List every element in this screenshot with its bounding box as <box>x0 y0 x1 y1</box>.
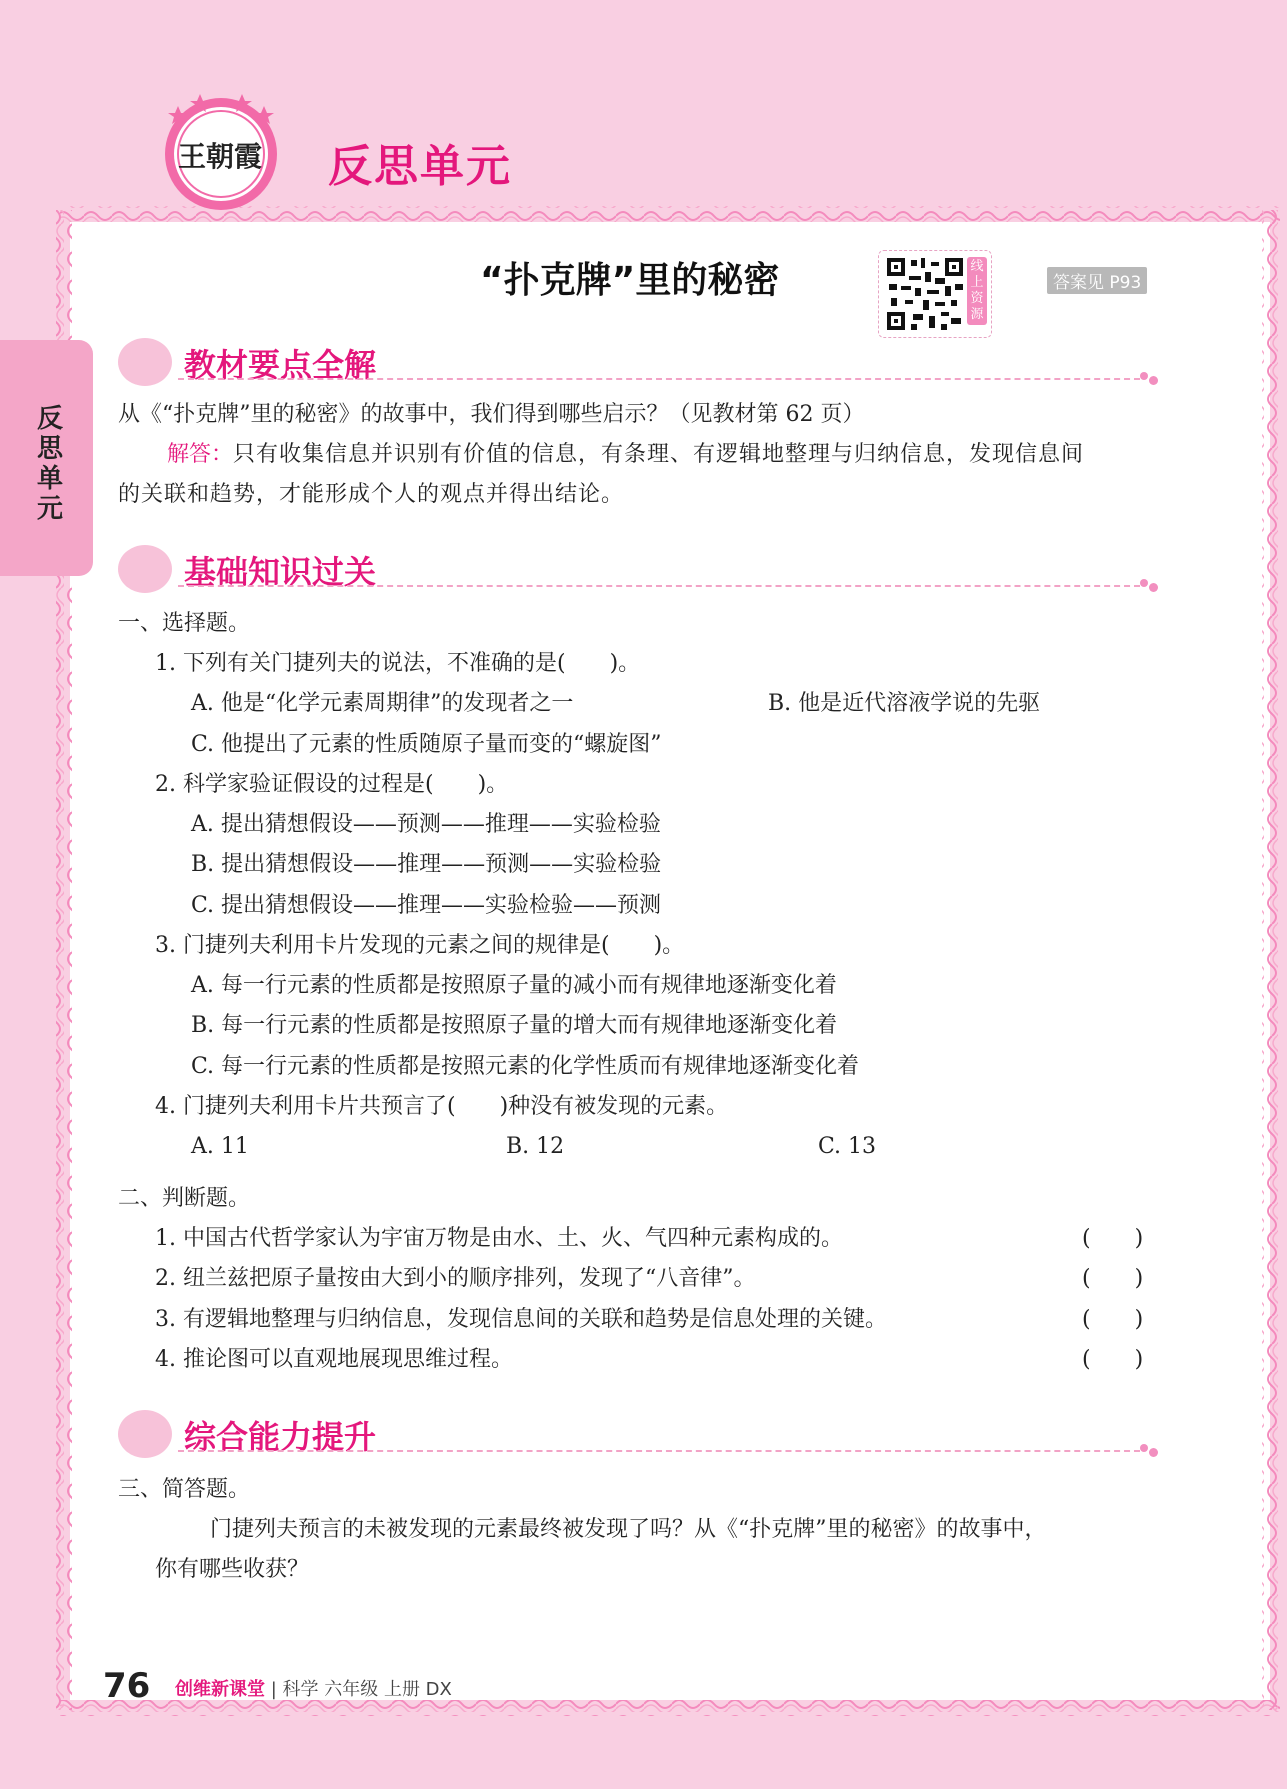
answer-line-2: 的关联和趋势，才能形成个人的观点并得出结论。 <box>118 482 625 507</box>
option-c[interactable]: C. 他提出了元素的性质随原子量而变的“螺旋图” <box>191 732 662 757</box>
part-title: 一、选择题。 <box>118 611 251 636</box>
answer-label: 解答： <box>167 442 234 467</box>
section-heading-1 <box>118 338 1158 388</box>
judge-1: 1. 中国古代哲学家认为宇宙万物是由水、土、火、气四种元素构成的。 <box>155 1226 843 1251</box>
option-c[interactable]: C. 提出猜想假设——推理——实验检验——预测 <box>191 893 662 918</box>
option-c[interactable]: C. 13 <box>818 1134 877 1159</box>
footer-brand: 创维新课堂 <box>175 1679 265 1700</box>
logo-text: 王朝霞 <box>178 140 263 173</box>
section-heading-3 <box>118 1410 1158 1460</box>
option-c[interactable]: C. 每一行元素的性质都是按照元素的化学性质而有规律地逐渐变化着 <box>191 1054 860 1079</box>
section-heading-2 <box>118 545 1158 595</box>
question-3: 3. 门捷列夫利用卡片发现的元素之间的规律是( )。 <box>155 933 685 958</box>
dots-icon <box>1140 577 1158 593</box>
question-2: 2. 科学家验证假设的过程是( )。 <box>155 772 509 797</box>
judge-3: 3. 有逻辑地整理与归纳信息，发现信息间的关联和趋势是信息处理的关键。 <box>155 1307 887 1332</box>
part-title: 三、简答题。 <box>118 1477 251 1502</box>
page-number: 76 <box>103 1666 151 1706</box>
question-text: 从《“扑克牌”里的秘密》的故事中，我们得到哪些启示？（见教材第 62 页） <box>118 402 865 427</box>
unit-title: 反思单元 <box>328 141 512 192</box>
question-line-1: 门捷列夫预言的未被发现的元素最终被发现了吗？从《“扑克牌”里的秘密》的故事中， <box>210 1517 1047 1542</box>
divider <box>178 378 1140 380</box>
option-b[interactable]: B. 他是近代溶液学说的先驱 <box>768 691 1041 716</box>
answer-line-1 <box>167 441 1084 469</box>
footer <box>175 1675 452 1701</box>
answer-reference: 答案见 P93 <box>1047 267 1147 294</box>
option-b[interactable]: B. 每一行元素的性质都是按照原子量的增大而有规律地逐渐变化着 <box>191 1013 838 1038</box>
footer-info: | 科学 六年级 上册 DX <box>270 1679 452 1700</box>
judge-2: 2. 纽兰兹把原子量按由大到小的顺序排列，发现了“八音律”。 <box>155 1266 756 1291</box>
answer-paren[interactable]: ( ) <box>1082 1226 1144 1251</box>
qr-code[interactable] <box>878 250 992 338</box>
question-4: 4. 门捷列夫利用卡片共预言了( )种没有被发现的元素。 <box>155 1094 729 1119</box>
side-tab <box>0 340 93 576</box>
dots-icon <box>1140 370 1158 386</box>
answer-paren[interactable]: ( ) <box>1082 1347 1144 1372</box>
option-a[interactable]: A. 11 <box>191 1134 249 1159</box>
option-b[interactable]: B. 提出猜想假设——推理——预测——实验检验 <box>191 852 662 877</box>
divider <box>178 1450 1140 1452</box>
answer-paren[interactable]: ( ) <box>1082 1307 1144 1332</box>
answer-text: 只有收集信息并识别有价值的信息，有条理、有逻辑地整理与归纳信息，发现信息间 <box>233 442 1085 467</box>
lesson-title: “扑克牌”里的秘密 <box>480 260 780 301</box>
character-icon <box>118 545 172 593</box>
qr-label: 线上资源 <box>967 257 987 325</box>
option-a[interactable]: A. 提出猜想假设——预测——推理——实验检验 <box>191 812 661 837</box>
character-icon <box>118 1410 172 1458</box>
side-tab-label: 反思单元 <box>36 404 63 524</box>
section-title: 综合能力提升 <box>184 1418 377 1456</box>
judge-4: 4. 推论图可以直观地展现思维过程。 <box>155 1347 513 1372</box>
section-title: 教材要点全解 <box>184 346 377 384</box>
dots-icon <box>1140 1442 1158 1458</box>
section-title: 基础知识过关 <box>184 553 377 591</box>
answer-paren[interactable]: ( ) <box>1082 1266 1144 1291</box>
book-icon <box>118 338 172 386</box>
qr-icon <box>885 256 965 332</box>
part-title: 二、判断题。 <box>118 1186 251 1211</box>
question-1: 1. 下列有关门捷列夫的说法，不准确的是( )。 <box>155 651 641 676</box>
option-a[interactable]: A. 每一行元素的性质都是按照原子量的减小而有规律地逐渐变化着 <box>191 973 837 998</box>
option-b[interactable]: B. 12 <box>506 1134 565 1159</box>
divider <box>178 585 1140 587</box>
option-a[interactable]: A. 他是“化学元素周期律”的发现者之一 <box>191 691 574 716</box>
question-line-2: 你有哪些收获？ <box>155 1557 310 1582</box>
